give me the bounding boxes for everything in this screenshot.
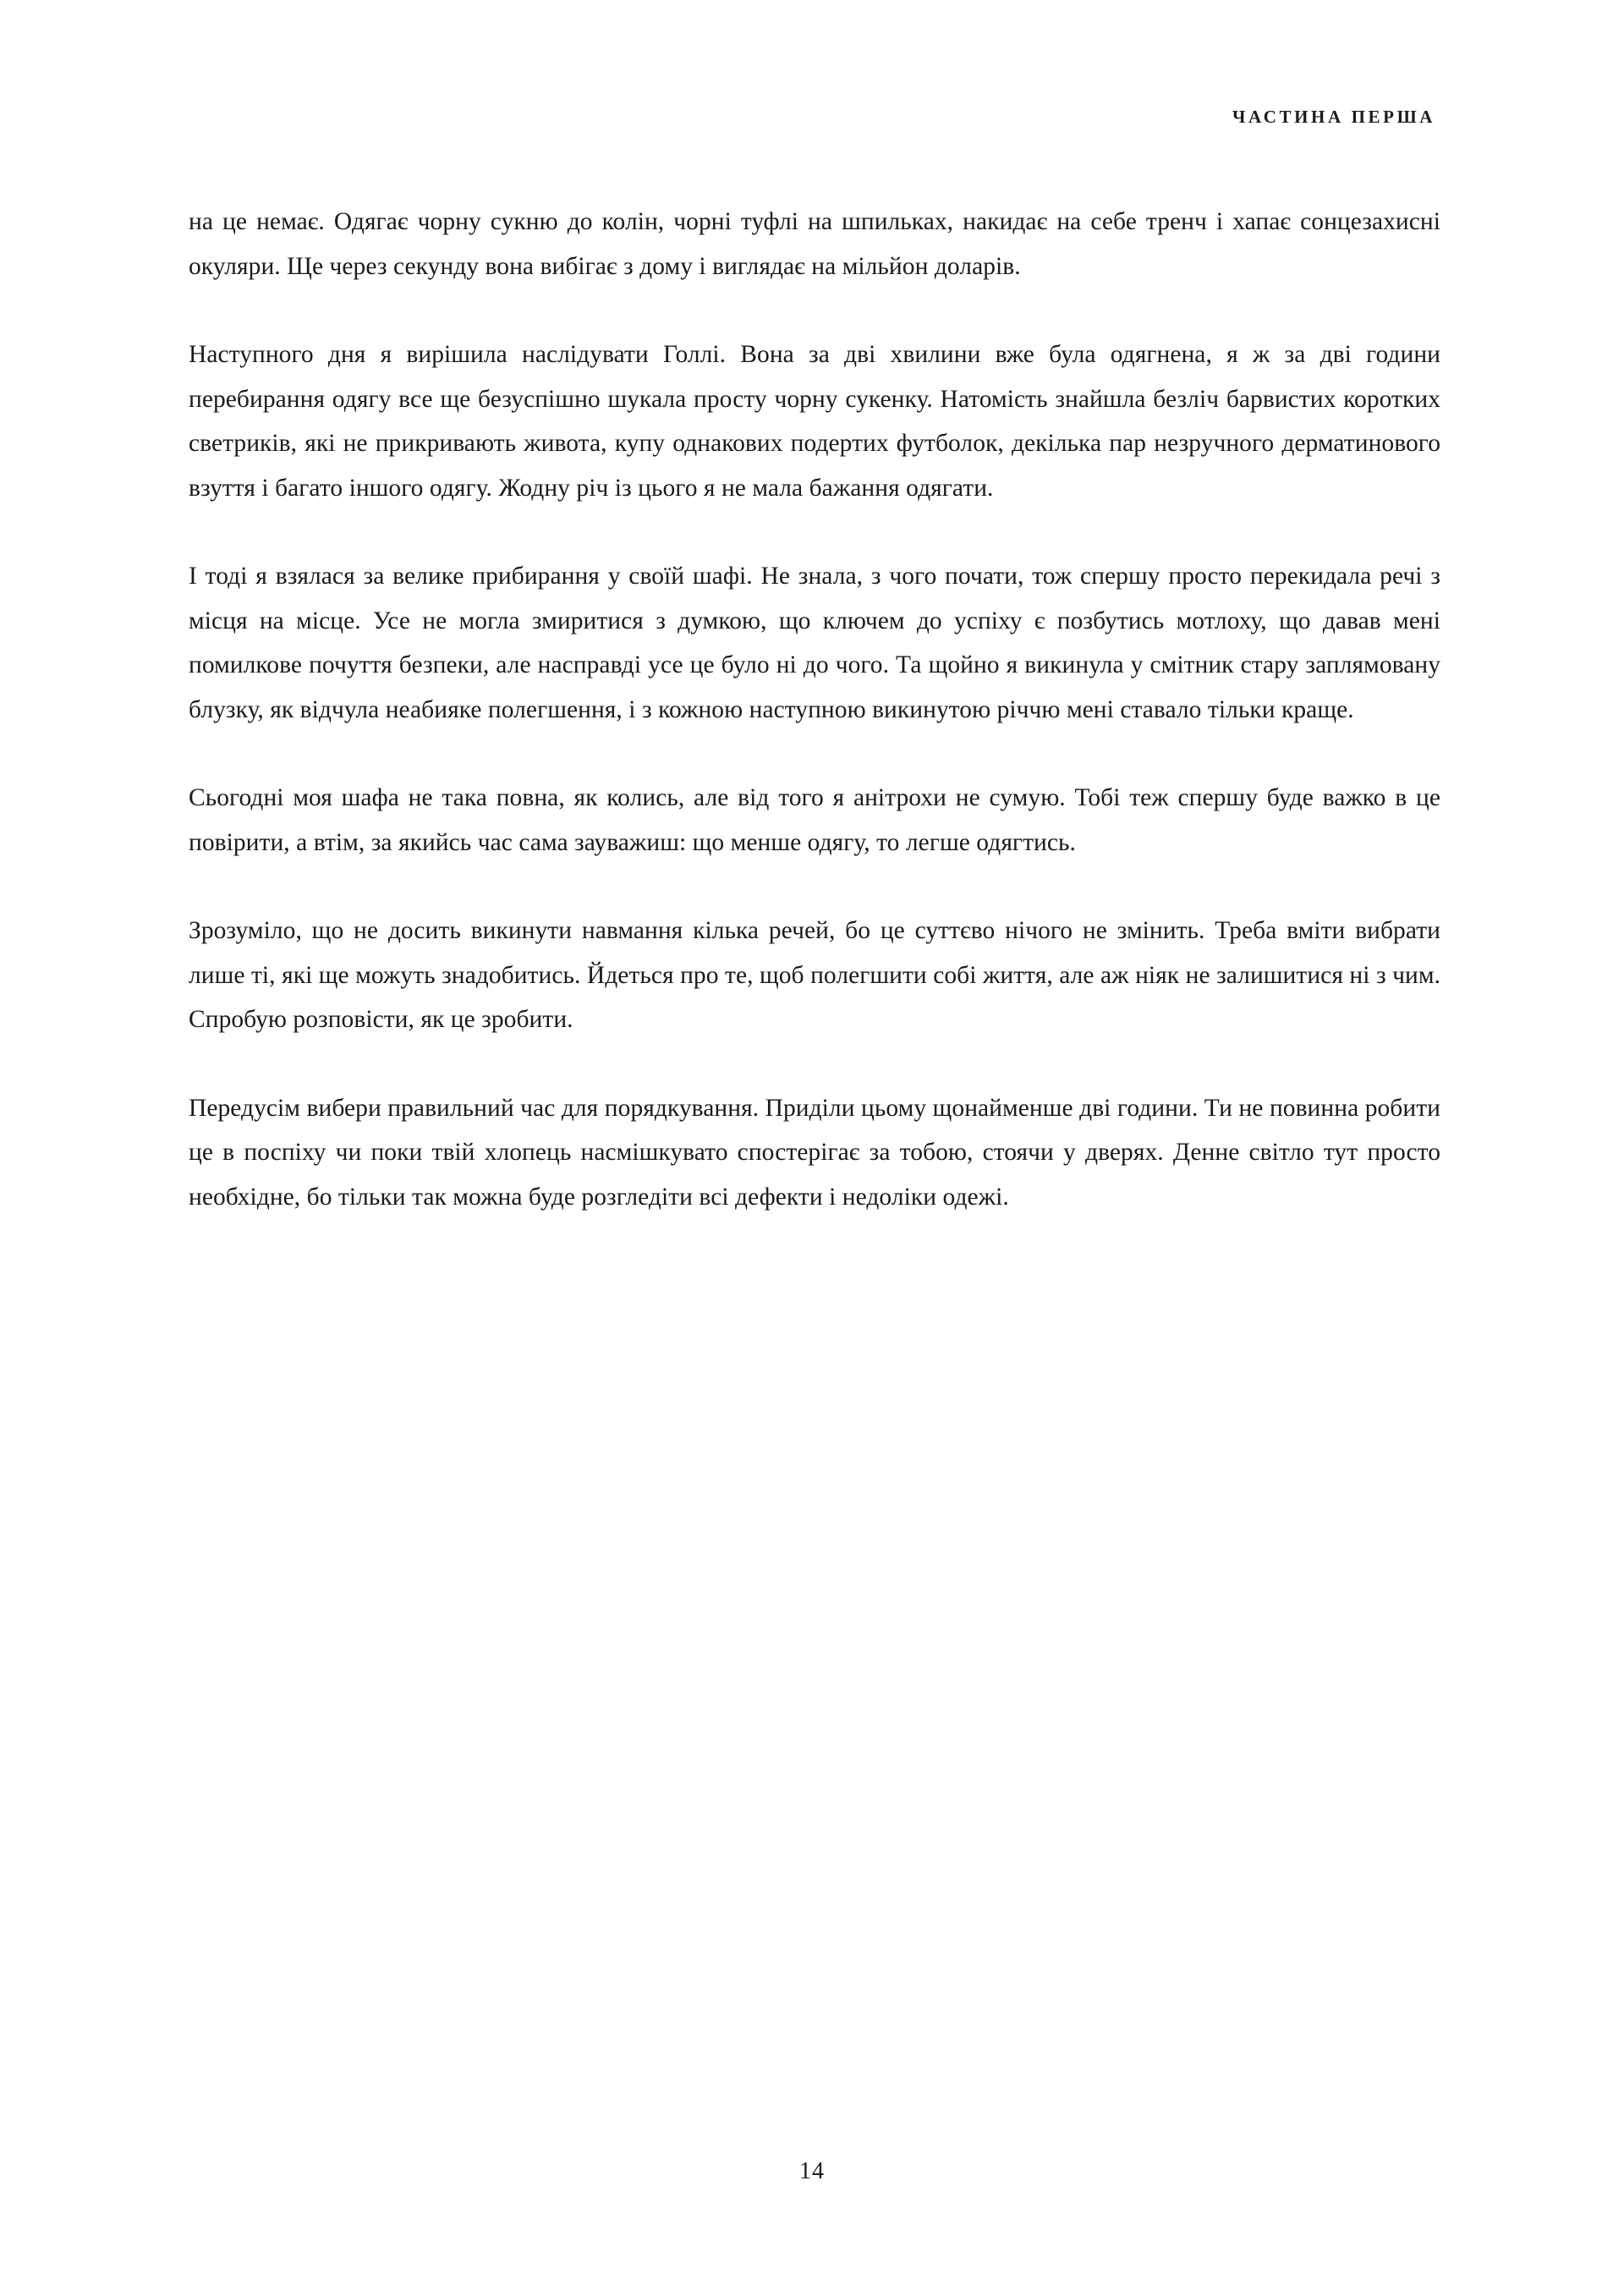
paragraph: на це немає. Одягає чорну сукню до колін, чорні туфлі на шпильках, накидає на себе тренч і хапає сонцезахисні окуляри. Ще через секунду вона вибігає з дому і виглядає на мільйон доларів. xyxy=(189,208,1440,280)
paragraph: Передусім вибери правильний час для порядкування. Приділи цьому щонайменше дві години. Ти не повинна робити це в поспіху чи поки твій хлопець насмішкувато спостерігає за тобою, стоячи у дверях. Денне світло тут просто необхідне, бо тільки так можна буде розгледіти всі дефекти і недоліки одежі. xyxy=(189,1094,1440,1211)
paragraph: Зрозуміло, що не досить викинути навмання кілька речей, бо це суттєво нічого не змінить. Треба вміти вибрати лише ті, які ще можуть знадобитись. Йдеться про те, щоб полегшити собі життя, але аж ніяк не залишитися ні з чим. Спробую розповісти, як це зробити. xyxy=(189,917,1440,1033)
paragraph: Сьогодні моя шафа не така повна, як колись, але від того я анітрохи не сумую. Тобі теж спершу буде важко в це повірити, а втім, за якийсь час сама зауважиш: що менше одягу, то легше одягтись. xyxy=(189,784,1440,856)
page-number: 14 xyxy=(799,2158,825,2184)
paragraph: Наступного дня я вирішила наслідувати Голлі. Вона за дві хвилини вже була одягнена, я ж за дві години перебирання одягу все ще безуспішно шукала просту чорну сукенку. Натомість знайшла безліч барвистих коротких светриків, які не прикривають живота, купу однакових подертих футболок, декілька пар незручного дерматинового взуття і багато іншого одягу. Жодну річ із цього я не мала бажання одягати. xyxy=(189,341,1440,502)
body-text-column xyxy=(189,200,1440,1219)
paragraph: І тоді я взялася за велике прибирання у своїй шафі. Не знала, з чого почати, тож спершу просто перекидала речі з місця на місце. Усе не могла змиритися з думкою, що ключем до успіху є позбутись мотлоху, що давав мені помилкове почуття безпеки, але насправді усе це було ні до чого. Та щойно я викинула у смітник стару заплямовану блузку, як відчула неабияке полегшення, і з кожною наступною викинутою річчю мені ставало тільки краще. xyxy=(189,563,1440,723)
running-head: ЧАСТИНА ПЕРША xyxy=(1232,107,1435,127)
